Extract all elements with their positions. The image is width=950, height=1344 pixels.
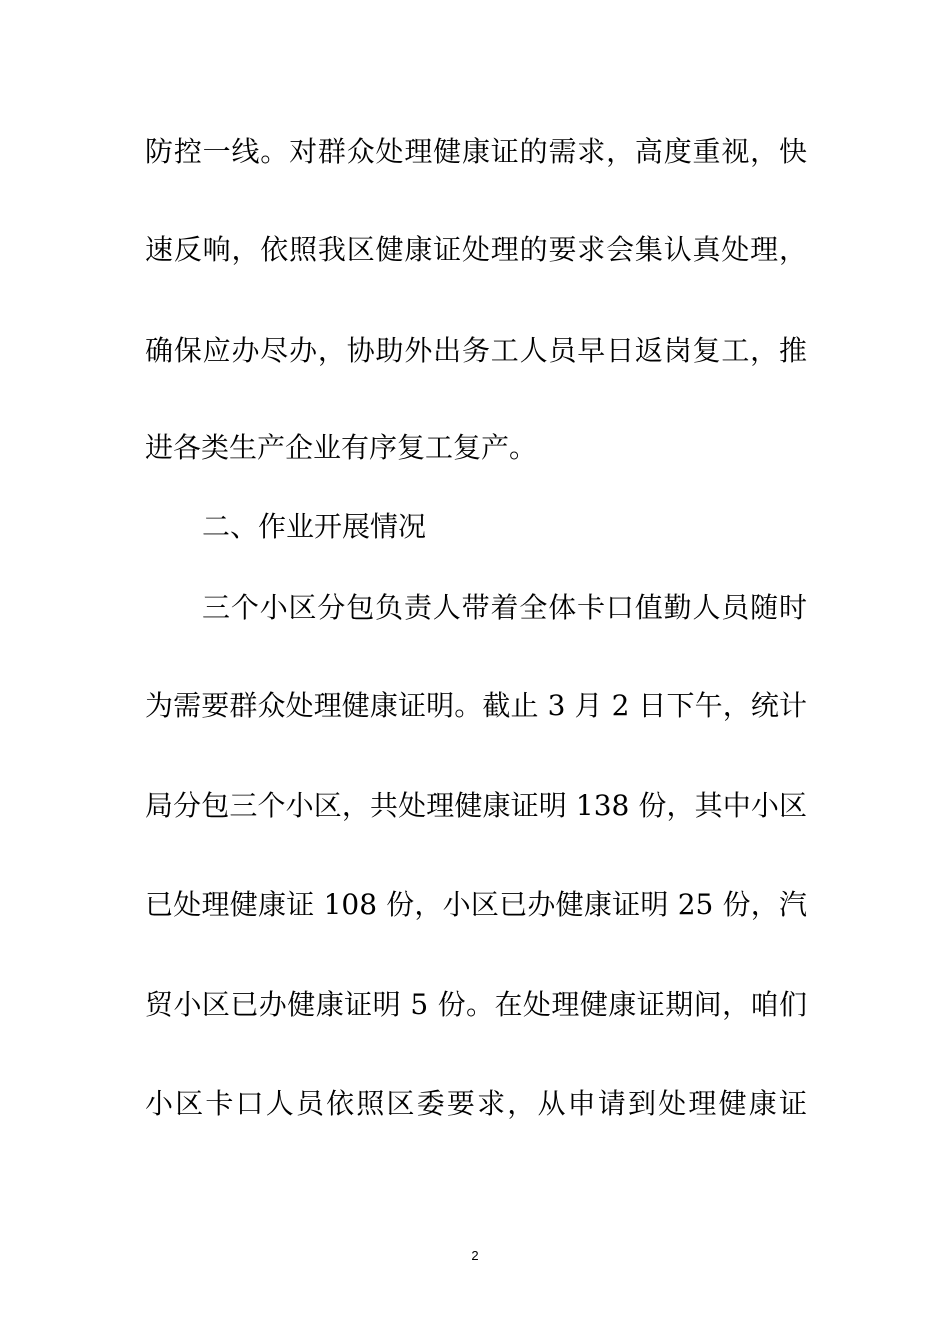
- text-line-4: 进各类生产企业有序复工复产。: [145, 431, 538, 464]
- text-line-10: 贸小区已办健康证明 5 份。在处理健康证期间，咱们: [145, 988, 807, 1021]
- text-line-2: 速反响，依照我区健康证处理的要求会集认真处理，: [145, 233, 807, 266]
- text-line-8: 局分包三个小区，共处理健康证明 138 份，其中小区: [145, 789, 807, 822]
- text-line-1: 防控一线。对群众处理健康证的需求，高度重视，快: [145, 135, 807, 168]
- text-line-9: 已处理健康证 108 份，小区已办健康证明 25 份，汽: [145, 888, 807, 921]
- section-heading: 二、作业开展情况: [202, 510, 427, 543]
- paragraph-first-line: 三个小区分包负责人带着全体卡口值勤人员随时: [202, 591, 807, 624]
- text-line-11: 小区卡口人员依照区委要求，从申请到处理健康证: [145, 1087, 807, 1120]
- page-number: 2: [471, 1248, 479, 1263]
- text-line-7: 为需要群众处理健康证明。截止 3 月 2 日下午，统计: [145, 689, 807, 722]
- text-line-3: 确保应办尽办，协助外出务工人员早日返岗复工，推: [145, 334, 807, 367]
